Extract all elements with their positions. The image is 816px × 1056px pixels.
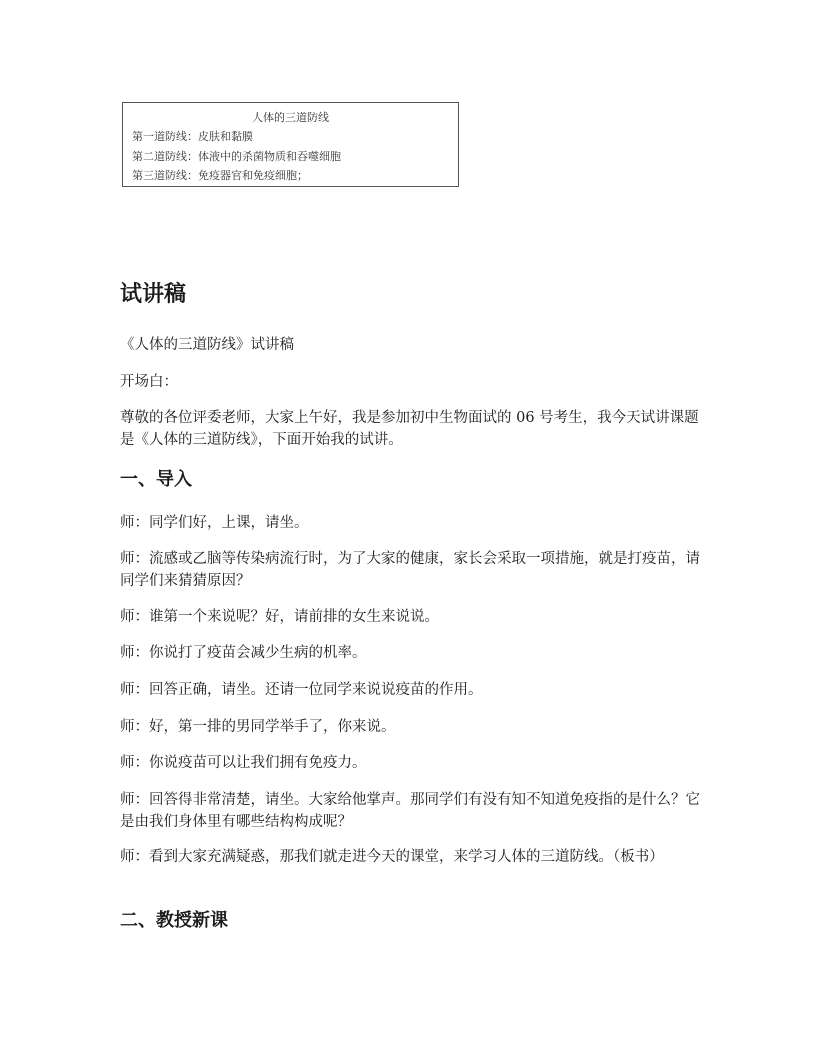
- board-line-third-defense: 第三道防线：免疫器官和免疫细胞；: [132, 169, 308, 182]
- blackboard-summary-box: [122, 102, 459, 187]
- paragraph: 师：你说疫苗可以让我们拥有免疫力。: [120, 755, 367, 771]
- paragraph: 师：流感或乙脑等传染病流行时，为了大家的健康，家长会采取一项措施，就是打疫苗，请同学们来猜猜原因？: [120, 551, 700, 589]
- paragraph: 师：你说打了疫苗会减少生病的机率。: [120, 645, 367, 661]
- board-line-first-defense: 第一道防线：皮肤和黏膜: [132, 130, 253, 143]
- opening-text: 尊敬的各位评委老师，大家上午好，我是参加初中生物面试的 06 号考生，我今天试讲课题是《人体的三道防线》，下面开始我的试讲。: [120, 410, 699, 448]
- board-line-second-defense: 第二道防线：体液中的杀菌物质和吞噬细胞: [132, 150, 341, 163]
- paragraph: 师：看到大家充满疑惑，那我们就走进今天的课堂，来学习人体的三道防线。（板书）: [120, 849, 664, 865]
- section-heading-intro: 一、导入: [120, 469, 192, 490]
- paragraph: 师：谁第一个来说呢？好，请前排的女生来说说。: [120, 609, 439, 625]
- paragraph: 师：回答正确，请坐。还请一位同学来说说疫苗的作用。: [120, 682, 483, 698]
- section-heading-new-lesson: 二、教授新课: [120, 910, 228, 931]
- opening-label: 开场白：: [120, 374, 178, 390]
- subtitle: 《人体的三道防线》试讲稿: [120, 337, 294, 353]
- paragraph: 师：同学们好，上课，请坐。: [120, 515, 309, 531]
- board-title: 人体的三道防线: [252, 111, 329, 124]
- document-title: 试讲稿: [120, 282, 187, 307]
- paragraph: 师：好，第一排的男同学举手了，你来说。: [120, 719, 396, 735]
- paragraph: 师：回答得非常清楚，请坐。大家给他掌声。那同学们有没有知不知道免疫指的是什么？它是由我们身体里有哪些结构构成呢？: [120, 792, 700, 830]
